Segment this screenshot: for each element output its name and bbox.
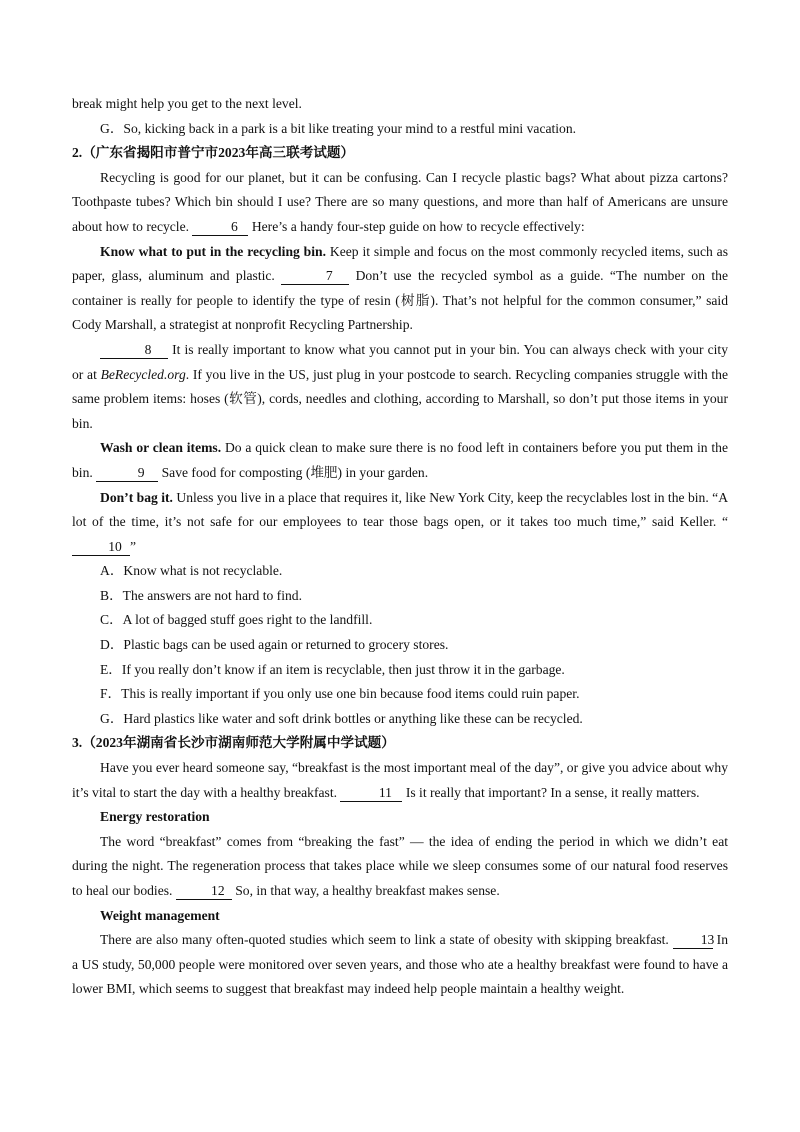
option-f: F．This is really important if you only use one bin because food items could ruin paper. <box>100 686 580 702</box>
q2-p4-text-a: Do a quick clean to make sure there is no food left in containers before you put them in the bin. <box>72 440 728 480</box>
q2-p5-text-a: Unless you live in a place that requires it, like New York City, keep the recyclables lost in the bin. “A lot of the time, it’s not safe for our employees to tear those bags open, or it takes too much time,” said Keller. “ <box>72 489 729 530</box>
q3-p3-text-a: There are also many often-quoted studies which seem to link a state of obesity with skipping breakfast. <box>100 932 669 948</box>
blank-8: 8 <box>100 342 168 359</box>
q3-subheading-energy: Energy restoration <box>100 809 210 825</box>
q3-paragraph-1 <box>72 756 728 805</box>
option-e: E．If you really don’t know if an item is recyclable, then just throw it in the garbage. <box>100 661 565 677</box>
blank-10: 10 <box>72 539 130 556</box>
blank-6: 6 <box>192 219 248 236</box>
option-d: D．Plastic bags can be used again or returned to grocery stores. <box>100 637 449 653</box>
q2-p5-text-b: ” <box>130 538 137 554</box>
q2-paragraph-2 <box>72 240 728 338</box>
page-content <box>72 92 728 1002</box>
q3-paragraph-2 <box>72 830 728 904</box>
q2-p2-text-b: Don’t use the recycled symbol as a guide. “The number on the container is really for people to identify the type of resin (树脂). That’s not helpful for the common consumer,” said Cody Marshall, a strategist at nonprofit Recycling Partnership. <box>72 268 728 333</box>
q3-p1-text-a: Have you ever heard someone say, “breakfast is the most important meal of the day”, or give you advice about why it’s vital to start the day with a healthy breakfast. <box>72 760 729 800</box>
question-2-heading: 2.（广东省揭阳市普宁市2023年高三联考试题） <box>72 145 355 161</box>
paragraph-continuation: break might help you get to the next level. <box>72 96 302 111</box>
q2-step-3-title: Wash or clean items. <box>100 440 222 456</box>
blank-13: 13 <box>673 932 713 949</box>
q2-paragraph-5 <box>72 486 728 560</box>
q2-p1-text-b: Here’s a handy four-step guide on how to recycle effectively: <box>251 218 585 234</box>
q3-p3-text-b: In a US study, 50,000 people were monitored over seven years, and those who ate a healthy breakfast were found to have a lower BMI, which seems to suggest that breakfast may indeed help people maintain a healthy weight. <box>72 932 728 997</box>
q2-p3-text-b: . If you live in the US, just plug in your postcode to search. Recycling companies struggle with the same problem items: hoses (软管), cords, needles and clothing, according to Marshall, so don’t put those items in your bin. <box>72 366 728 431</box>
option-c: C．A lot of bagged stuff goes right to the landfill. <box>100 612 373 628</box>
option-g: G．Hard plastics like water and soft drink bottles or anything like these can be recycled. <box>100 710 583 726</box>
blank-9: 9 <box>96 465 158 482</box>
blank-7: 7 <box>281 268 349 285</box>
q2-p2-text-a: Keep it simple and focus on the most commonly recycled items, such as paper, glass, aluminum and plastic. <box>72 243 728 284</box>
q2-p3-text-a: It is really important to know what you cannot put in your bin. You can always check with your city or at <box>72 341 728 382</box>
q2-p4-text-b: Save food for composting (堆肥) in your garden. <box>161 464 429 480</box>
berecycled-link: BeRecycled.org <box>100 366 186 382</box>
q2-step-1-title: Know what to put in the recycling bin. <box>100 243 326 259</box>
q3-paragraph-3 <box>72 928 728 1002</box>
q3-p2-text-a: The word “breakfast” comes from “breaking the fast” — the idea of ending the period in which we didn’t eat during the night. The regeneration process that takes place while we sleep consumes some of our natural food reserves to heal our bodies. <box>72 833 728 898</box>
q2-paragraph-1 <box>72 166 728 240</box>
q2-step-4-title: Don’t bag it. <box>100 489 173 505</box>
q3-p2-text-b: So, in that way, a healthy breakfast makes sense. <box>235 883 500 898</box>
blank-12: 12 <box>176 883 232 900</box>
q2-paragraph-3 <box>72 338 728 436</box>
q3-subheading-weight: Weight management <box>100 907 220 923</box>
blank-11: 11 <box>340 785 402 802</box>
q2-p1-text-a: Recycling is good for our planet, but it can be confusing. Can I recycle plastic bags? What about pizza cartons? Toothpaste tubes? Which bin should I use? There are so many questions, and more than half of Americans are unsure about how to recycle. <box>72 169 728 234</box>
q2-paragraph-4 <box>72 436 728 485</box>
option-g-previous: G．So, kicking back in a park is a bit like treating your mind to a restful mini vacation. <box>100 120 577 136</box>
option-a: A．Know what is not recyclable. <box>100 563 283 579</box>
question-3-heading: 3.（2023年湖南省长沙市湖南师范大学附属中学试题） <box>72 735 395 751</box>
option-b: B．The answers are not hard to find. <box>100 587 302 603</box>
q3-p1-text-b: Is it really that important? In a sense, it really matters. <box>405 784 700 800</box>
